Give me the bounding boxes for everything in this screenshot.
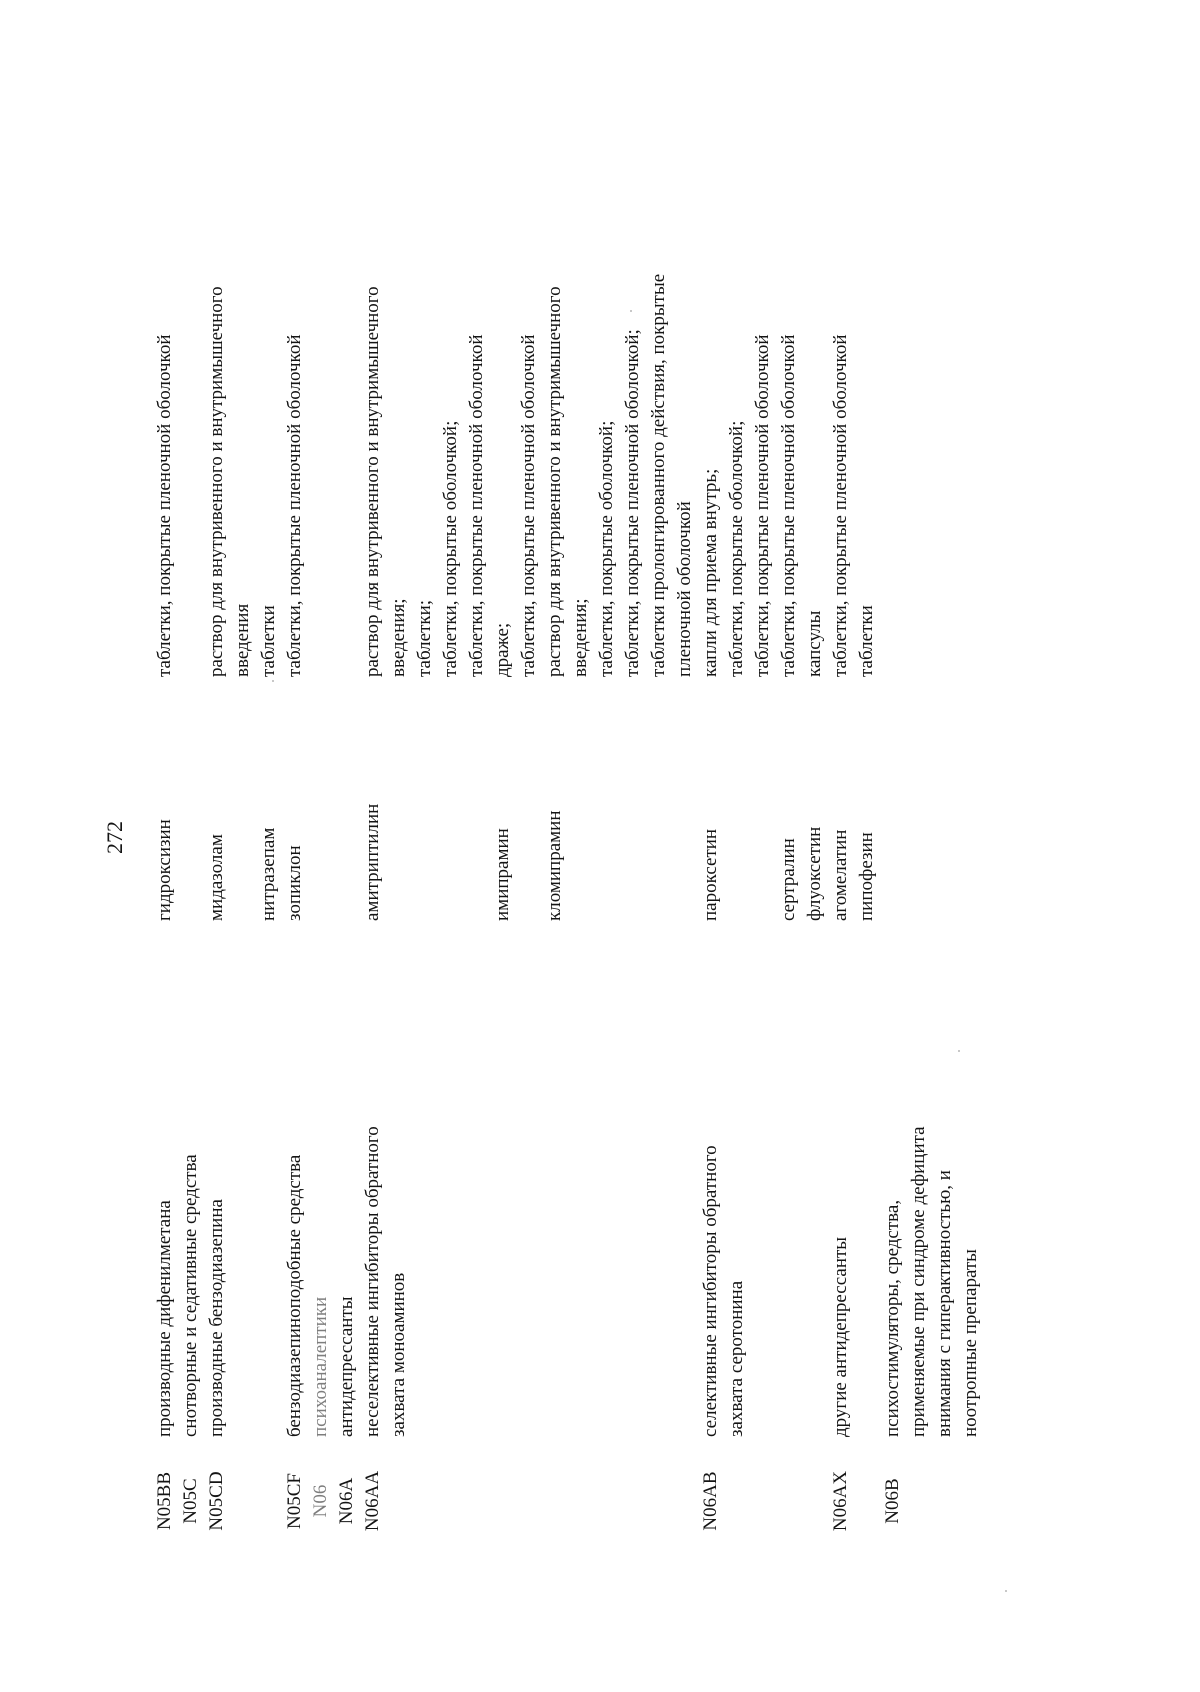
form-line: пленочной оболочкой bbox=[674, 501, 695, 677]
drug-name bbox=[542, 761, 568, 921]
dosage-forms bbox=[256, 37, 282, 677]
drug-line: имипрамин bbox=[492, 828, 513, 921]
atc-code: N05CD bbox=[206, 1471, 227, 1531]
group-line: снотворные и седативные средства bbox=[180, 1154, 201, 1437]
group-name bbox=[828, 959, 854, 1437]
page-number: 272 bbox=[102, 821, 127, 854]
form-line: таблетки bbox=[856, 605, 877, 677]
form-line: таблетки, покрытые пленочной оболочкой bbox=[778, 334, 799, 677]
group-line: психоаналептики bbox=[310, 1296, 331, 1437]
form-line: драже; bbox=[492, 622, 513, 677]
group-line: антидепрессанты bbox=[336, 1296, 357, 1437]
drug-name bbox=[152, 761, 178, 921]
scan-speck bbox=[958, 1050, 960, 1052]
group-name bbox=[698, 959, 750, 1437]
drug-name bbox=[256, 761, 282, 921]
form-line: таблетки, покрытые пленочной оболочкой bbox=[284, 334, 305, 677]
group-line: ноотропные препараты bbox=[960, 1249, 981, 1437]
dosage-forms bbox=[828, 37, 854, 677]
form-line: таблетки, покрытые пленочной оболочкой; bbox=[622, 329, 643, 677]
group-line: производные дифенилметана bbox=[154, 1200, 175, 1437]
group-name bbox=[204, 959, 230, 1437]
dosage-forms bbox=[802, 37, 828, 677]
form-line: введения bbox=[232, 603, 253, 677]
drug-line: амитриптилин bbox=[362, 803, 383, 921]
atc-code: N05BB bbox=[154, 1471, 175, 1531]
dosage-forms bbox=[282, 37, 308, 677]
drug-name bbox=[828, 761, 854, 921]
form-line: раствор для внутривенного и внутримышечного bbox=[544, 286, 565, 677]
group-name bbox=[308, 959, 334, 1437]
drug-name bbox=[204, 761, 230, 921]
group-line: внимания с гиперактивностью, и bbox=[934, 1170, 955, 1437]
drug-name bbox=[282, 761, 308, 921]
group-line: применяемые при синдроме дефицита bbox=[908, 1126, 929, 1437]
group-name bbox=[334, 959, 360, 1437]
group-line: неселективные ингибиторы обратного bbox=[362, 1126, 383, 1437]
dosage-forms bbox=[854, 37, 880, 677]
drug-line: кломипрамин bbox=[544, 810, 565, 921]
form-line: введения; bbox=[570, 598, 591, 677]
form-line: раствор для внутривенного и внутримышечного bbox=[206, 286, 227, 677]
atc-code: N06AB bbox=[700, 1471, 721, 1531]
dosage-forms bbox=[776, 37, 802, 677]
drug-line: флуоксетин bbox=[804, 826, 825, 921]
drug-name bbox=[802, 761, 828, 921]
dosage-forms bbox=[490, 37, 542, 677]
dosage-forms bbox=[542, 37, 698, 677]
form-line: таблетки, покрытые пленочной оболочкой bbox=[752, 334, 773, 677]
group-line: захвата моноаминов bbox=[388, 1272, 409, 1437]
atc-code: N06A bbox=[336, 1477, 357, 1525]
group-line: бензодиазепиноподобные средства bbox=[284, 1154, 305, 1437]
drug-line: зопиклон bbox=[284, 845, 305, 921]
atc-code: N06AX bbox=[830, 1470, 851, 1532]
atc-code: N06B bbox=[882, 1478, 903, 1524]
drug-name bbox=[360, 761, 386, 921]
atc-code: N06 bbox=[310, 1484, 331, 1518]
scan-speck bbox=[272, 680, 274, 682]
scan-speck bbox=[1005, 1590, 1007, 1592]
form-line: таблетки, покрытые пленочной оболочкой bbox=[466, 334, 487, 677]
drug-line: сертралин bbox=[778, 838, 799, 921]
form-line: раствор для внутривенного и внутримышечного bbox=[362, 286, 383, 677]
atc-code: N05C bbox=[180, 1478, 201, 1524]
form-line: введения; bbox=[388, 598, 409, 677]
group-name bbox=[360, 959, 412, 1437]
atc-code: N06AA bbox=[362, 1470, 383, 1532]
group-name bbox=[880, 959, 984, 1437]
dosage-forms bbox=[152, 37, 178, 677]
form-line: таблетки, покрытые пленочной оболочкой bbox=[830, 334, 851, 677]
drug-name bbox=[698, 761, 724, 921]
atc-code: N05CF bbox=[284, 1473, 305, 1529]
drug-name bbox=[490, 761, 516, 921]
drug-line: агомелатин bbox=[830, 829, 851, 921]
group-name bbox=[152, 959, 178, 1437]
group-line: психостимуляторы, средства, bbox=[882, 1199, 903, 1437]
form-line: капли для приема внутрь; bbox=[700, 468, 721, 677]
form-line: таблетки, покрытые оболочкой; bbox=[726, 420, 747, 677]
drug-line: гидроксизин bbox=[154, 819, 175, 921]
scan-speck bbox=[630, 310, 632, 312]
group-name bbox=[282, 959, 308, 1437]
form-line: капсулы bbox=[804, 610, 825, 677]
form-line: таблетки bbox=[258, 605, 279, 677]
group-line: захвата серотонина bbox=[726, 1280, 747, 1437]
dosage-forms bbox=[360, 37, 490, 677]
form-line: таблетки; bbox=[414, 599, 435, 677]
drug-line: мидазолам bbox=[206, 834, 227, 921]
form-line: таблетки пролонгированного действия, покрытые bbox=[648, 273, 669, 677]
form-line: таблетки, покрытые пленочной оболочкой bbox=[154, 334, 175, 677]
form-line: таблетки, покрытые оболочкой; bbox=[440, 420, 461, 677]
drug-name bbox=[776, 761, 802, 921]
group-line: другие антидепрессанты bbox=[830, 1236, 851, 1437]
group-line: селективные ингибиторы обратного bbox=[700, 1145, 721, 1437]
dosage-forms bbox=[204, 37, 256, 677]
drug-line: пипофезин bbox=[856, 832, 877, 921]
form-line: таблетки, покрытые оболочкой; bbox=[596, 420, 617, 677]
drug-name bbox=[854, 761, 880, 921]
group-line: производные бензодиазепина bbox=[206, 1199, 227, 1437]
drug-line: нитразепам bbox=[258, 827, 279, 921]
group-name bbox=[178, 959, 204, 1437]
form-line: таблетки, покрытые пленочной оболочкой bbox=[518, 334, 539, 677]
drug-line: пароксетин bbox=[700, 828, 721, 921]
dosage-forms bbox=[698, 37, 776, 677]
